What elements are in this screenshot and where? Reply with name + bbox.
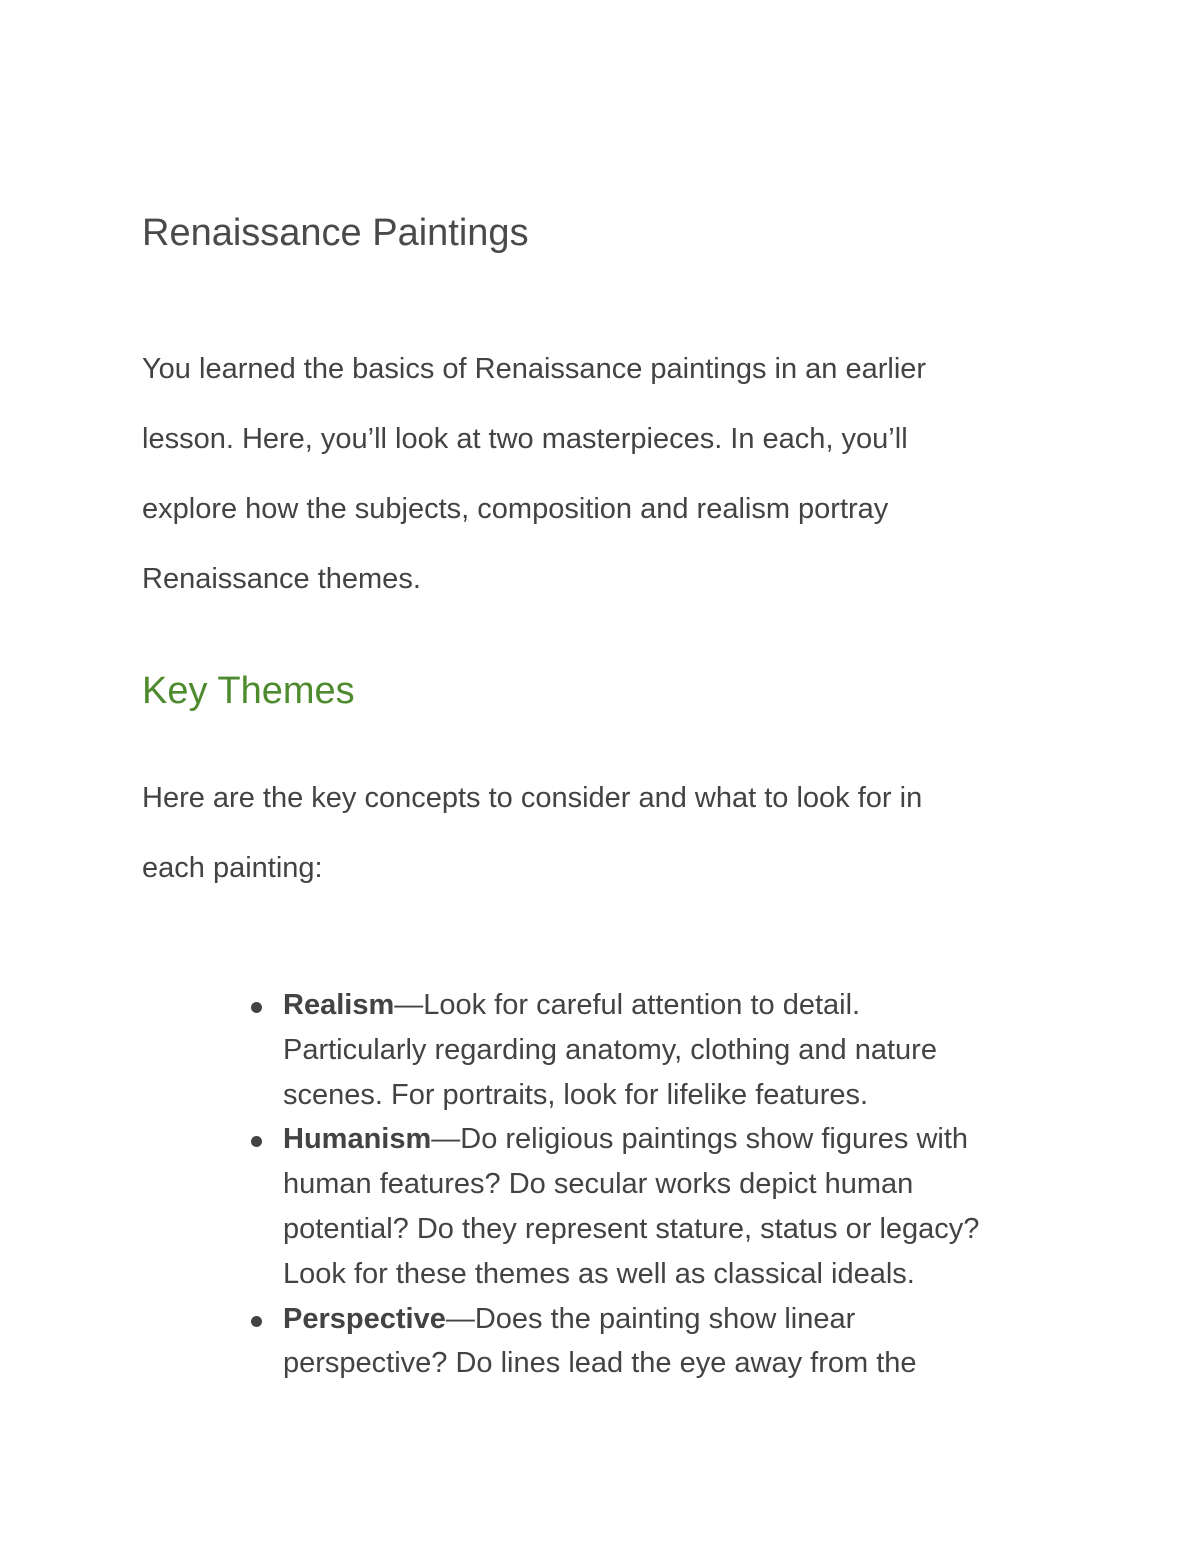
lead-line: each painting: xyxy=(142,852,323,884)
theme-line: scenes. For portraits, look for lifelike features. xyxy=(283,1078,869,1111)
theme-term: Realism xyxy=(283,989,395,1021)
bullet-icon xyxy=(251,1316,262,1327)
theme-first-line xyxy=(283,1297,1083,1342)
theme-first-line xyxy=(283,1117,1083,1162)
theme-line: Particularly regarding anatomy, clothing and nature xyxy=(283,1033,937,1066)
intro-line: explore how the subjects, composition and realism portray xyxy=(142,493,889,525)
theme-description: —Do religious paintings show figures with xyxy=(431,1123,969,1156)
theme-description: —Does the painting show linear xyxy=(445,1302,856,1335)
theme-line: potential? Do they represent stature, status or legacy? xyxy=(283,1212,980,1245)
theme-line: perspective? Do lines lead the eye away from the xyxy=(283,1347,917,1380)
theme-line: human features? Do secular works depict human xyxy=(283,1168,914,1201)
intro-line: You learned the basics of Renaissance paintings in an earlier xyxy=(142,353,927,385)
theme-item-humanism xyxy=(283,1117,1083,1296)
theme-term: Humanism xyxy=(283,1123,432,1156)
theme-line: Look for these themes as well as classical ideals. xyxy=(283,1257,915,1290)
document-title: Renaissance Paintings xyxy=(142,212,529,254)
theme-term: Perspective xyxy=(283,1302,446,1335)
bullet-icon xyxy=(251,1136,262,1147)
intro-paragraph xyxy=(142,334,1042,614)
theme-item-perspective xyxy=(283,1297,1083,1387)
theme-description: —Look for careful attention to detail. xyxy=(394,989,861,1021)
lead-line: Here are the key concepts to consider and what to look for in xyxy=(142,782,923,814)
intro-line: lesson. Here, you’ll look at two masterpieces. In each, you’ll xyxy=(142,423,908,455)
theme-item-realism xyxy=(283,983,1083,1117)
bullet-icon xyxy=(251,1002,262,1013)
key-themes-heading: Key Themes xyxy=(142,670,355,712)
theme-first-line xyxy=(283,983,1083,1028)
lead-paragraph xyxy=(142,763,1042,903)
themes-list xyxy=(283,983,1083,1386)
intro-line: Renaissance themes. xyxy=(142,563,421,595)
